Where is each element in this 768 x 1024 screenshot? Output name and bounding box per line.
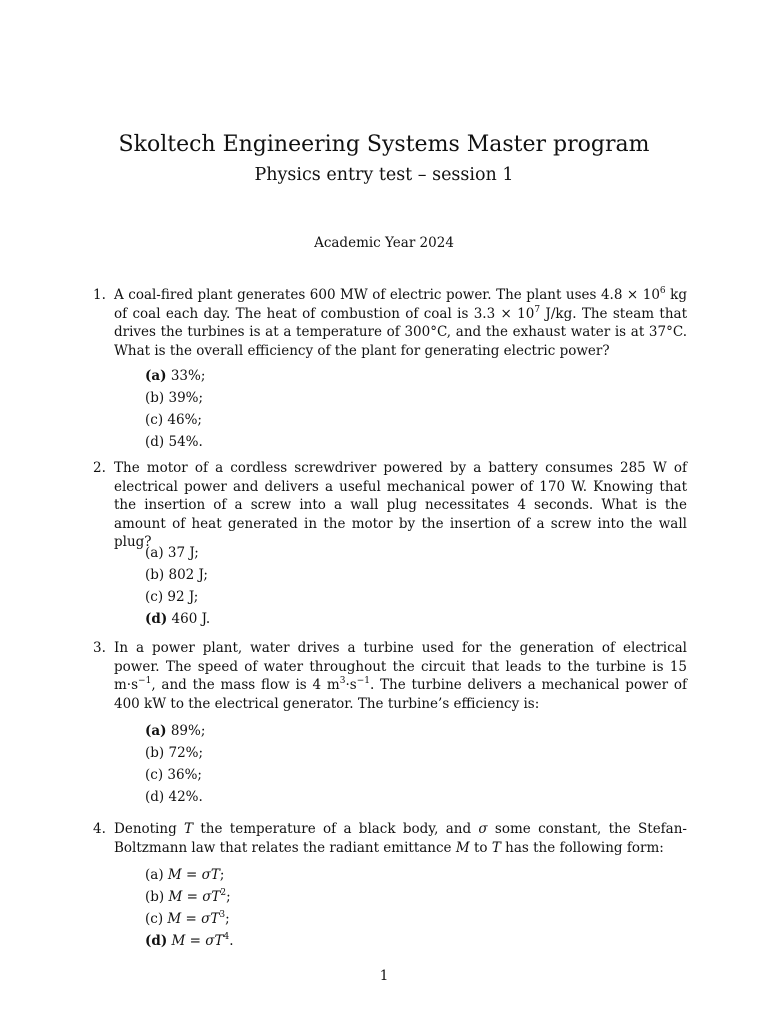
answer-option: (a) M = σT; — [145, 867, 225, 883]
question-number: 3. — [93, 640, 106, 656]
answer-option: (d) 42%. — [145, 789, 203, 805]
question-text: A coal-fired plant generates 600 MW of electric power. The plant uses $4.8 \times 10^6$ kg of coal each day. The heat of combustion of coal is $3.3 \times 10^7$ J/kg. The steam that drives the turbines is at a temperature of 300°C, and the exhaust water is at 37°C. What is the overall efficiency of the plant for generating electric power? — [114, 286, 687, 359]
answer-option: (b) 39%; — [145, 390, 204, 406]
answer-option: (d) $M = \sigma T^4$. — [145, 932, 234, 949]
question-number: 2. — [93, 460, 106, 476]
answer-option: (c) 36%; — [145, 767, 202, 783]
answer-option: (c) $M = \sigma T^3$; — [145, 910, 230, 927]
answer-list-4 — [145, 866, 233, 954]
question-text: The motor of a cordless screwdriver powered by a battery consumes 285 W of electrical power and delivers a useful mechanical power of 170 W. Knowing that the insertion of a screw into a wall plug necessitates 4 seconds. What is the amount of heat generated in the motor by the insertion of a screw into the wall plug? — [114, 460, 687, 550]
question-text: Denoting T the temperature of a black body, and σ some constant, the Stefan-Boltzmann law that relates the radiant emittance M to T has the following form: — [114, 821, 687, 856]
question-4 — [93, 820, 687, 857]
answer-option: (b) 802 J; — [145, 567, 208, 583]
answer-option: (c) 46%; — [145, 412, 202, 428]
question-3 — [93, 639, 687, 713]
question-number: 4. — [93, 821, 106, 837]
answer-option: (b) $M = \sigma T^2$; — [145, 888, 231, 905]
answer-option: (c) 92 J; — [145, 589, 199, 605]
answer-option: (a) 37 J; — [145, 545, 199, 561]
question-number: 1. — [93, 287, 106, 303]
answer-option: (b) 72%; — [145, 745, 204, 761]
question-1 — [93, 286, 687, 360]
answer-option: (a) 33%; — [145, 368, 206, 384]
answer-option: (d) 460 J. — [145, 611, 211, 627]
answer-option: (a) 89%; — [145, 723, 206, 739]
page-number: 1 — [379, 968, 389, 984]
academic-year: Academic Year 2024 — [314, 235, 454, 251]
answer-list-2 — [145, 544, 210, 632]
answer-list-3 — [145, 722, 205, 810]
answer-list-1 — [145, 367, 205, 455]
document-title: Skoltech Engineering Systems Master program — [118, 132, 650, 157]
document-subtitle: Physics entry test – session 1 — [254, 165, 514, 185]
question-text: In a power plant, water drives a turbine used for the generation of electrical power. The speed of water throughout the circuit that leads to the turbine is 15 $m\cdot s^{-1}$, and the mass flow is 4 $m^3\cdot s^{-1}$. The turbine delivers a mechanical power of 400 kW to the electrical generator. The turbine’s efficiency is: — [114, 640, 687, 712]
question-2 — [93, 459, 687, 552]
answer-option: (d) 54%. — [145, 434, 203, 450]
